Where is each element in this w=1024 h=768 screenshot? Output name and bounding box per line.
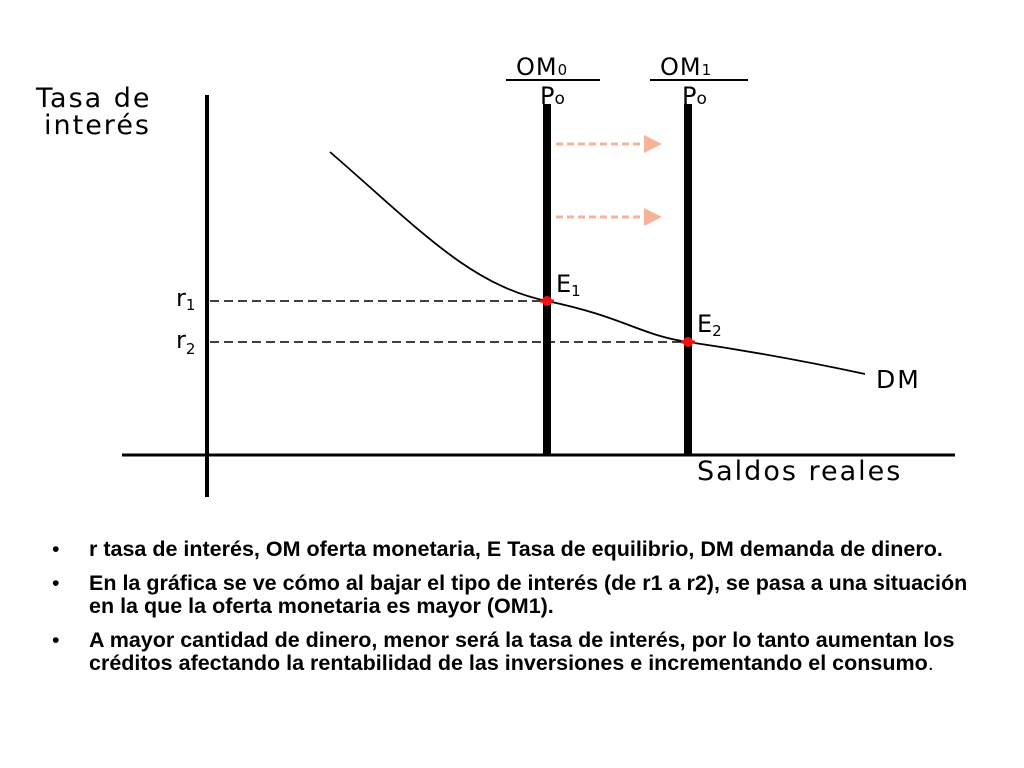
bullet-item: [50, 629, 980, 675]
e1-name: E: [556, 270, 572, 298]
om1-price-sub: o: [696, 89, 707, 109]
shift-arrow-upper: [556, 135, 662, 153]
rate-r2-sub: 2: [185, 340, 196, 358]
shift-arrow-lower: [556, 208, 662, 226]
svg-text:OM1: [660, 53, 712, 81]
svg-text:Po: [682, 82, 707, 110]
demand-dm-label: DM: [876, 365, 921, 394]
bullet-text: En la gráfica se ve cómo al bajar el tipo de interés (de r1 a r2), se pasa a una situación en la que la oferta monetaria es mayor (OM1).: [89, 571, 968, 618]
rate-r2-label: [176, 326, 195, 358]
bullet-item: [50, 538, 980, 561]
rate-r2-name: r: [176, 326, 186, 354]
bullet-tail: .: [927, 651, 934, 675]
equilibrium-e1-label: [556, 270, 581, 300]
bullet-item: [50, 572, 980, 618]
bullet-dot: •: [52, 628, 60, 652]
bullet-text: A mayor cantidad de dinero, menor será la tasa de interés, por lo tanto aumentan los créditos afectando la rentabilidad de las inversiones e incrementando el consumo: [89, 628, 955, 675]
e1-sub: 1: [571, 282, 581, 300]
y-axis-label-line2: interés: [44, 110, 151, 141]
equilibrium-point-e1: [540, 296, 554, 306]
svg-text:Po: [540, 82, 565, 110]
om1-sub: 1: [701, 61, 713, 79]
bullet-dot: •: [52, 537, 60, 561]
om1-label: [650, 53, 748, 110]
money-demand-curve: [330, 152, 865, 374]
explanation-list: [50, 538, 980, 686]
bullet-text: r tasa de interés, OM oferta monetaria, E Tasa de equilibrio, DM demanda de dinero.: [89, 537, 943, 561]
om0-name: OM: [516, 53, 558, 81]
rate-r1-sub: 1: [185, 296, 196, 314]
svg-text:OM0: [516, 53, 568, 81]
rate-r1-label: [176, 284, 195, 314]
equilibrium-e2-label: [697, 310, 722, 340]
rate-r1-name: r: [176, 284, 186, 312]
equilibrium-point-e2: [681, 337, 695, 347]
om0-price: P: [540, 82, 555, 110]
om0-label: [506, 53, 600, 110]
e2-sub: 2: [712, 322, 722, 340]
om1-price: P: [682, 82, 697, 110]
x-axis-label: Saldos reales: [697, 456, 903, 487]
e2-name: E: [697, 310, 713, 338]
y-axis-label-line1: Tasa de: [36, 83, 152, 114]
om0-price-sub: o: [554, 89, 565, 109]
bullet-dot: •: [52, 571, 60, 595]
om1-name: OM: [660, 53, 702, 81]
om0-sub: 0: [557, 61, 569, 79]
